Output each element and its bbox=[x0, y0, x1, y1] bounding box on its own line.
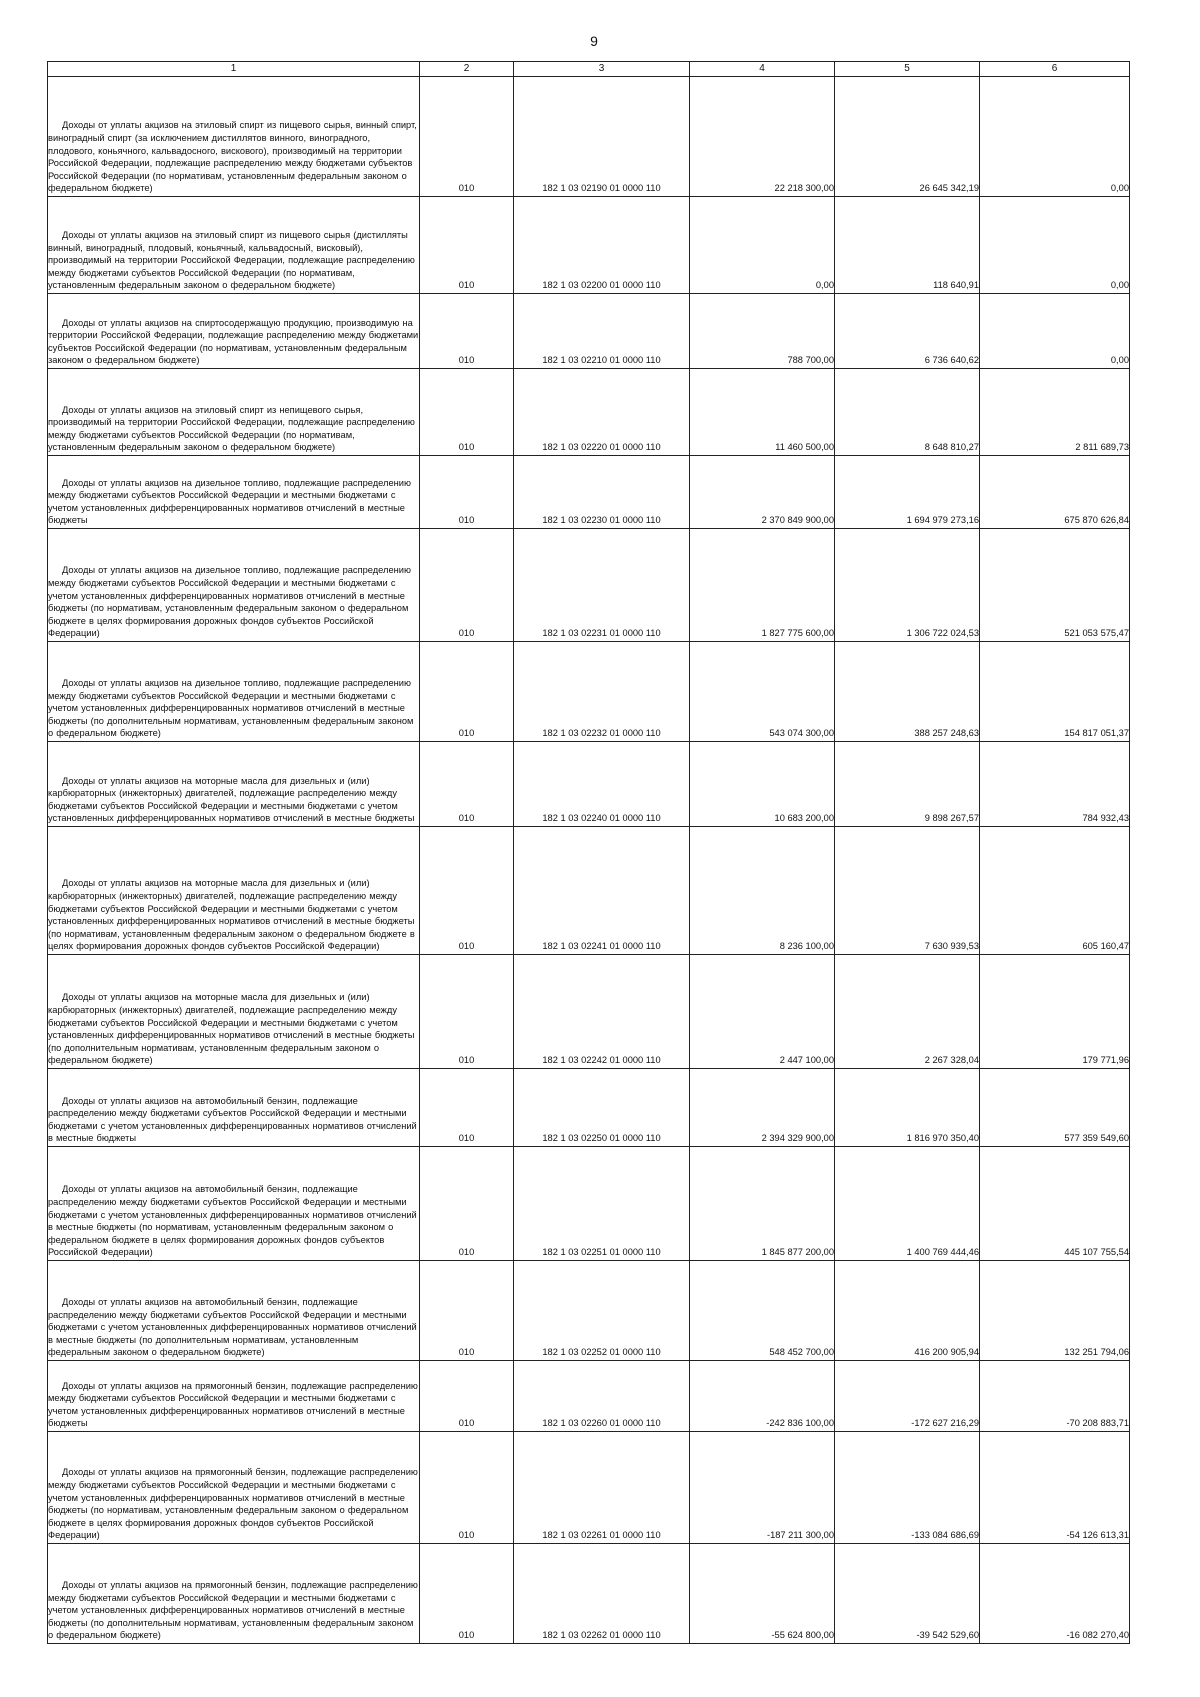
row-budget-code: 182 1 03 02220 01 0000 110 bbox=[514, 369, 690, 456]
row-value-col4: 10 683 200,00 bbox=[690, 742, 835, 827]
row-description: Доходы от уплаты акцизов на этиловый спирт из пищевого сырья, винный спирт, виноградный спирт (за исключением дистиллятов винного, виноградного, плодового, коньячного, кальвадосного, вискового), производимый на территории Российской Федерации, подлежащие распределению между бюджетами субъектов Российской Федерации (по нормативам, установленным федеральным законом о федеральном бюджете) bbox=[48, 77, 420, 197]
table-row bbox=[48, 1147, 1130, 1261]
row-value-col6: 0,00 bbox=[980, 294, 1130, 369]
row-value-col5: 416 200 905,94 bbox=[835, 1261, 980, 1361]
header-col-2: 2 bbox=[420, 62, 514, 77]
row-value-col6: 577 359 549,60 bbox=[980, 1069, 1130, 1147]
header-col-1: 1 bbox=[48, 62, 420, 77]
row-value-col5: 1 400 769 444,46 bbox=[835, 1147, 980, 1261]
row-value-col5: 118 640,91 bbox=[835, 197, 980, 294]
row-value-col5: 1 694 979 273,16 bbox=[835, 456, 980, 529]
row-value-col6: 132 251 794,06 bbox=[980, 1261, 1130, 1361]
row-value-col6: 154 817 051,37 bbox=[980, 642, 1130, 742]
row-description: Доходы от уплаты акцизов на моторные масла для дизельных и (или) карбюраторных (инжекторных) двигателей, подлежащие распределению между бюджетами субъектов Российской Федерации и местными бюджетами с учетом установленных дифференцированных нормативов отчислений в местные бюджеты bbox=[48, 742, 420, 827]
table-row bbox=[48, 197, 1130, 294]
row-description: Доходы от уплаты акцизов на прямогонный бензин, подлежащие распределению между бюджетами субъектов Российской Федерации и местными бюджетами с учетом установленных дифференцированных нормативов отчислений в местные бюджеты (по дополнительным нормативам, установленным федеральным законом о федеральном бюджете) bbox=[48, 1544, 420, 1644]
row-description: Доходы от уплаты акцизов на моторные масла для дизельных и (или) карбюраторных (инжекторных) двигателей, подлежащие распределению между бюджетами субъектов Российской Федерации и местными бюджетами с учетом установленных дифференцированных нормативов отчислений в местные бюджеты (по нормативам, установленным федеральным законом о федеральном бюджете в целях формирования дорожных фондов субъектов Российской Федерации) bbox=[48, 827, 420, 955]
row-value-col5: -39 542 529,60 bbox=[835, 1544, 980, 1644]
row-value-col4: -55 624 800,00 bbox=[690, 1544, 835, 1644]
row-budget-code: 182 1 03 02262 01 0000 110 bbox=[514, 1544, 690, 1644]
row-line-code: 010 bbox=[420, 1261, 514, 1361]
table-row bbox=[48, 955, 1130, 1069]
row-budget-code: 182 1 03 02232 01 0000 110 bbox=[514, 642, 690, 742]
table-row bbox=[48, 827, 1130, 955]
row-value-col5: 1 306 722 024,53 bbox=[835, 529, 980, 642]
row-value-col4: 2 394 329 900,00 bbox=[690, 1069, 835, 1147]
table-row bbox=[48, 369, 1130, 456]
row-budget-code: 182 1 03 02261 01 0000 110 bbox=[514, 1432, 690, 1544]
row-value-col4: 788 700,00 bbox=[690, 294, 835, 369]
header-col-4: 4 bbox=[690, 62, 835, 77]
row-budget-code: 182 1 03 02240 01 0000 110 bbox=[514, 742, 690, 827]
row-budget-code: 182 1 03 02242 01 0000 110 bbox=[514, 955, 690, 1069]
row-value-col5: 2 267 328,04 bbox=[835, 955, 980, 1069]
header-col-6: 6 bbox=[980, 62, 1130, 77]
row-value-col4: 1 827 775 600,00 bbox=[690, 529, 835, 642]
row-description: Доходы от уплаты акцизов на автомобильный бензин, подлежащие распределению между бюджетами субъектов Российской Федерации и местными бюджетами с учетом установленных дифференцированных нормативов отчислений в местные бюджеты bbox=[48, 1069, 420, 1147]
row-value-col6: 605 160,47 bbox=[980, 827, 1130, 955]
row-description: Доходы от уплаты акцизов на этиловый спирт из пищевого сырья (дистилляты винный, виноградный, плодовый, коньячный, кальвадосный, висковый), производимый на территории Российской Федерации, подлежащие распределению между бюджетами субъектов Российской Федерации (по нормативам, установленным федеральным законом о федеральном бюджете) bbox=[48, 197, 420, 294]
row-line-code: 010 bbox=[420, 1432, 514, 1544]
row-description: Доходы от уплаты акцизов на этиловый спирт из непищевого сырья, производимый на территории Российской Федерации, подлежащие распределению между бюджетами субъектов Российской Федерации (по нормативам, установленным федеральным законом о федеральном бюджете) bbox=[48, 369, 420, 456]
row-line-code: 010 bbox=[420, 294, 514, 369]
row-budget-code: 182 1 03 02190 01 0000 110 bbox=[514, 77, 690, 197]
row-value-col5: -172 627 216,29 bbox=[835, 1361, 980, 1432]
row-line-code: 010 bbox=[420, 369, 514, 456]
table-body bbox=[48, 77, 1130, 1644]
row-value-col4: 2 447 100,00 bbox=[690, 955, 835, 1069]
row-budget-code: 182 1 03 02250 01 0000 110 bbox=[514, 1069, 690, 1147]
row-value-col4: 1 845 877 200,00 bbox=[690, 1147, 835, 1261]
table-row bbox=[48, 529, 1130, 642]
row-value-col5: 6 736 640,62 bbox=[835, 294, 980, 369]
table-row bbox=[48, 742, 1130, 827]
row-value-col6: 179 771,96 bbox=[980, 955, 1130, 1069]
row-line-code: 010 bbox=[420, 456, 514, 529]
page-number: 9 bbox=[590, 33, 598, 49]
row-value-col4: 2 370 849 900,00 bbox=[690, 456, 835, 529]
row-line-code: 010 bbox=[420, 827, 514, 955]
row-budget-code: 182 1 03 02210 01 0000 110 bbox=[514, 294, 690, 369]
row-value-col6: -54 126 613,31 bbox=[980, 1432, 1130, 1544]
row-value-col5: 1 816 970 350,40 bbox=[835, 1069, 980, 1147]
row-line-code: 010 bbox=[420, 742, 514, 827]
row-value-col5: 8 648 810,27 bbox=[835, 369, 980, 456]
row-line-code: 010 bbox=[420, 1147, 514, 1261]
row-value-col4: -187 211 300,00 bbox=[690, 1432, 835, 1544]
header-row bbox=[48, 62, 1130, 77]
row-budget-code: 182 1 03 02251 01 0000 110 bbox=[514, 1147, 690, 1261]
row-value-col4: 548 452 700,00 bbox=[690, 1261, 835, 1361]
row-value-col4: 0,00 bbox=[690, 197, 835, 294]
table-row bbox=[48, 642, 1130, 742]
table-row bbox=[48, 1069, 1130, 1147]
table-row bbox=[48, 294, 1130, 369]
row-value-col4: 543 074 300,00 bbox=[690, 642, 835, 742]
row-description: Доходы от уплаты акцизов на дизельное топливо, подлежащие распределению между бюджетами субъектов Российской Федерации и местными бюджетами с учетом установленных дифференцированных нормативов отчислений в местные бюджеты (по нормативам, установленным федеральным законом о федеральном бюджете в целях формирования дорожных фондов субъектов Российской Федерации) bbox=[48, 529, 420, 642]
row-line-code: 010 bbox=[420, 955, 514, 1069]
row-line-code: 010 bbox=[420, 642, 514, 742]
row-value-col5: -133 084 686,69 bbox=[835, 1432, 980, 1544]
row-description: Доходы от уплаты акцизов на моторные масла для дизельных и (или) карбюраторных (инжекторных) двигателей, подлежащие распределению между бюджетами субъектов Российской Федерации и местными бюджетами с учетом установленных дифференцированных нормативов отчислений в местные бюджеты (по дополнительным нормативам, установленным федеральным законом о федеральном бюджете) bbox=[48, 955, 420, 1069]
row-budget-code: 182 1 03 02230 01 0000 110 bbox=[514, 456, 690, 529]
row-value-col5: 9 898 267,57 bbox=[835, 742, 980, 827]
row-value-col4: 22 218 300,00 bbox=[690, 77, 835, 197]
row-value-col6: 0,00 bbox=[980, 77, 1130, 197]
row-value-col5: 7 630 939,53 bbox=[835, 827, 980, 955]
row-value-col4: 11 460 500,00 bbox=[690, 369, 835, 456]
row-value-col6: 445 107 755,54 bbox=[980, 1147, 1130, 1261]
table-row bbox=[48, 456, 1130, 529]
row-budget-code: 182 1 03 02260 01 0000 110 bbox=[514, 1361, 690, 1432]
row-value-col4: 8 236 100,00 bbox=[690, 827, 835, 955]
row-budget-code: 182 1 03 02241 01 0000 110 bbox=[514, 827, 690, 955]
row-description: Доходы от уплаты акцизов на автомобильный бензин, подлежащие распределению между бюджетами субъектов Российской Федерации и местными бюджетами с учетом установленных дифференцированных нормативов отчислений в местные бюджеты (по дополнительным нормативам, установленным федеральным законом о федеральном бюджете) bbox=[48, 1261, 420, 1361]
revenue-table bbox=[47, 61, 1130, 1644]
row-description: Доходы от уплаты акцизов на прямогонный бензин, подлежащие распределению между бюджетами субъектов Российской Федерации и местными бюджетами с учетом установленных дифференцированных нормативов отчислений в местные бюджеты bbox=[48, 1361, 420, 1432]
row-budget-code: 182 1 03 02252 01 0000 110 bbox=[514, 1261, 690, 1361]
row-value-col6: 784 932,43 bbox=[980, 742, 1130, 827]
row-line-code: 010 bbox=[420, 1361, 514, 1432]
row-description: Доходы от уплаты акцизов на дизельное топливо, подлежащие распределению между бюджетами субъектов Российской Федерации и местными бюджетами с учетом установленных дифференцированных нормативов отчислений в местные бюджеты bbox=[48, 456, 420, 529]
row-line-code: 010 bbox=[420, 529, 514, 642]
table-header bbox=[48, 62, 1130, 77]
table-row bbox=[48, 1261, 1130, 1361]
table-row bbox=[48, 77, 1130, 197]
header-col-3: 3 bbox=[514, 62, 690, 77]
row-value-col5: 26 645 342,19 bbox=[835, 77, 980, 197]
row-description: Доходы от уплаты акцизов на автомобильный бензин, подлежащие распределению между бюджетами субъектов Российской Федерации и местными бюджетами с учетом установленных дифференцированных нормативов отчислений в местные бюджеты (по нормативам, установленным федеральным законом о федеральном бюджете в целях формирования дорожных фондов субъектов Российской Федерации) bbox=[48, 1147, 420, 1261]
row-line-code: 010 bbox=[420, 77, 514, 197]
row-value-col6: 521 053 575,47 bbox=[980, 529, 1130, 642]
header-col-5: 5 bbox=[835, 62, 980, 77]
row-value-col6: 2 811 689,73 bbox=[980, 369, 1130, 456]
table-row bbox=[48, 1544, 1130, 1644]
row-value-col6: 0,00 bbox=[980, 197, 1130, 294]
table-row bbox=[48, 1432, 1130, 1544]
row-value-col6: -70 208 883,71 bbox=[980, 1361, 1130, 1432]
row-line-code: 010 bbox=[420, 1069, 514, 1147]
row-budget-code: 182 1 03 02200 01 0000 110 bbox=[514, 197, 690, 294]
row-value-col5: 388 257 248,63 bbox=[835, 642, 980, 742]
row-description: Доходы от уплаты акцизов на спиртосодержащую продукцию, производимую на территории Российской Федерации, подлежащие распределению между бюджетами субъектов Российской Федерации (по нормативам, установленным федеральным законом о федеральном бюджете) bbox=[48, 294, 420, 369]
row-description: Доходы от уплаты акцизов на дизельное топливо, подлежащие распределению между бюджетами субъектов Российской Федерации и местными бюджетами с учетом установленных дифференцированных нормативов отчислений в местные бюджеты (по дополнительным нормативам, установленным федеральным законом о федеральном бюджете) bbox=[48, 642, 420, 742]
row-description: Доходы от уплаты акцизов на прямогонный бензин, подлежащие распределению между бюджетами субъектов Российской Федерации и местными бюджетами с учетом установленных дифференцированных нормативов отчислений в местные бюджеты (по нормативам, установленным федеральным законом о федеральном бюджете в целях формирования дорожных фондов субъектов Российской Федерации) bbox=[48, 1432, 420, 1544]
row-value-col4: -242 836 100,00 bbox=[690, 1361, 835, 1432]
table-row bbox=[48, 1361, 1130, 1432]
row-line-code: 010 bbox=[420, 197, 514, 294]
row-value-col6: 675 870 626,84 bbox=[980, 456, 1130, 529]
row-budget-code: 182 1 03 02231 01 0000 110 bbox=[514, 529, 690, 642]
row-line-code: 010 bbox=[420, 1544, 514, 1644]
row-value-col6: -16 082 270,40 bbox=[980, 1544, 1130, 1644]
